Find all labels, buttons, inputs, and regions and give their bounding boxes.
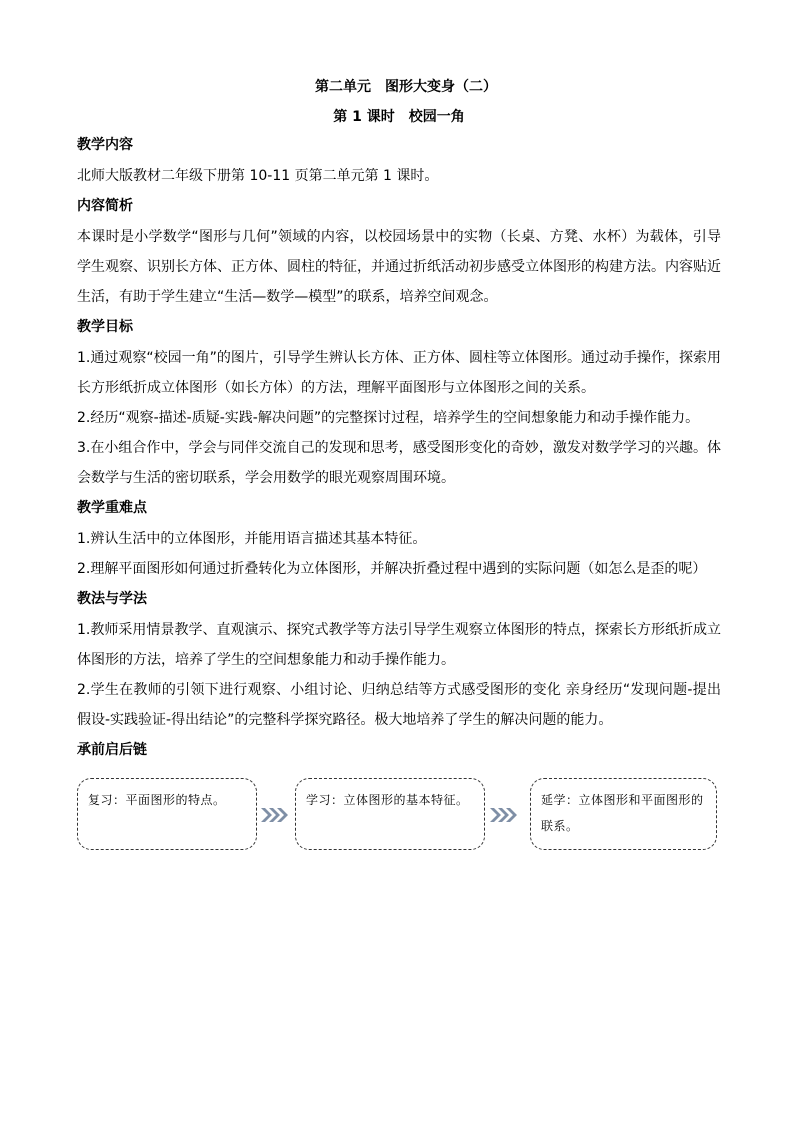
section-heading: 承前启后链 — [77, 742, 147, 758]
section-heading: 教学重难点 — [77, 500, 147, 516]
section-heading: 教学目标 — [77, 319, 133, 335]
section-heading: 教法与学法 — [77, 591, 147, 607]
paragraph: 1.教师采用情景教学、直观演示、探究式教学等方法引导学生观察立体图形的特点，探索长方形纸折成立体图形的方法，培养了学生的空间想象能力和动手操作能力。 — [77, 622, 721, 668]
unit-title: 第二单元 图形大变身（二） — [315, 79, 497, 95]
section-heading: 教学内容 — [77, 137, 133, 153]
paragraph: 本课时是小学数学“图形与几何”领域的内容，以校园场景中的实物（长桌、方凳、水杯）为载体，引导学生观察、识别长方体、正方体、圆柱的特征，并通过折纸活动初步感受立体图形的构建方法。内容贴近生活，有助于学生建立“生活—数学—模型”的联系，培养空间观念。 — [77, 229, 721, 305]
review-box: 复习：平面图形的特点。 — [77, 778, 257, 850]
paragraph: 2.理解平面图形如何通过折叠转化为立体图形，并解决折叠过程中遇到的实际问题（如怎么是歪的呢） — [77, 561, 707, 577]
paragraph: 2.学生在教师的引领下进行观察、小组讨论、归纳总结等方式感受图形的变化 亲身经历“发现问题-提出假设-实践验证-得出结论”的完整科学探究路径。极大地培养了学生的解决问题的能力。 — [77, 682, 721, 728]
lesson-title: 第 1 课时 校园一角 — [333, 109, 465, 125]
section-heading: 内容简析 — [77, 198, 133, 214]
paragraph: 2.经历“观察-描述-质疑-实践-解决问题”的完整探讨过程，培养学生的空间想象能力和动手操作能力。 — [77, 410, 700, 426]
double-chevron-icon — [260, 806, 290, 824]
paragraph: 1.通过观察“校园一角”的图片，引导学生辨认长方体、正方体、圆柱等立体图形。通过动手操作，探索用长方形纸折成立体图形（如长方体）的方法，理解平面图形与立体图形之间的关系。 — [77, 350, 721, 396]
paragraph: 北师大版教材二年级下册第 10-11 页第二单元第 1 课时。 — [77, 168, 439, 184]
document-page — [77, 74, 721, 854]
double-chevron-icon — [489, 806, 519, 824]
flow-diagram — [77, 778, 721, 854]
paragraph: 3.在小组合作中，学会与同伴交流自己的发现和思考，感受图形变化的奇妙，激发对数学学习的兴趣。体会数学与生活的密切联系，学会用数学的眼光观察周围环境。 — [77, 440, 721, 486]
extend-box: 延学：立体图形和平面图形的联系。 — [530, 778, 717, 850]
paragraph: 1.辨认生活中的立体图形，并能用语言描述其基本特征。 — [77, 531, 427, 547]
learn-box: 学习：立体图形的基本特征。 — [295, 778, 485, 850]
